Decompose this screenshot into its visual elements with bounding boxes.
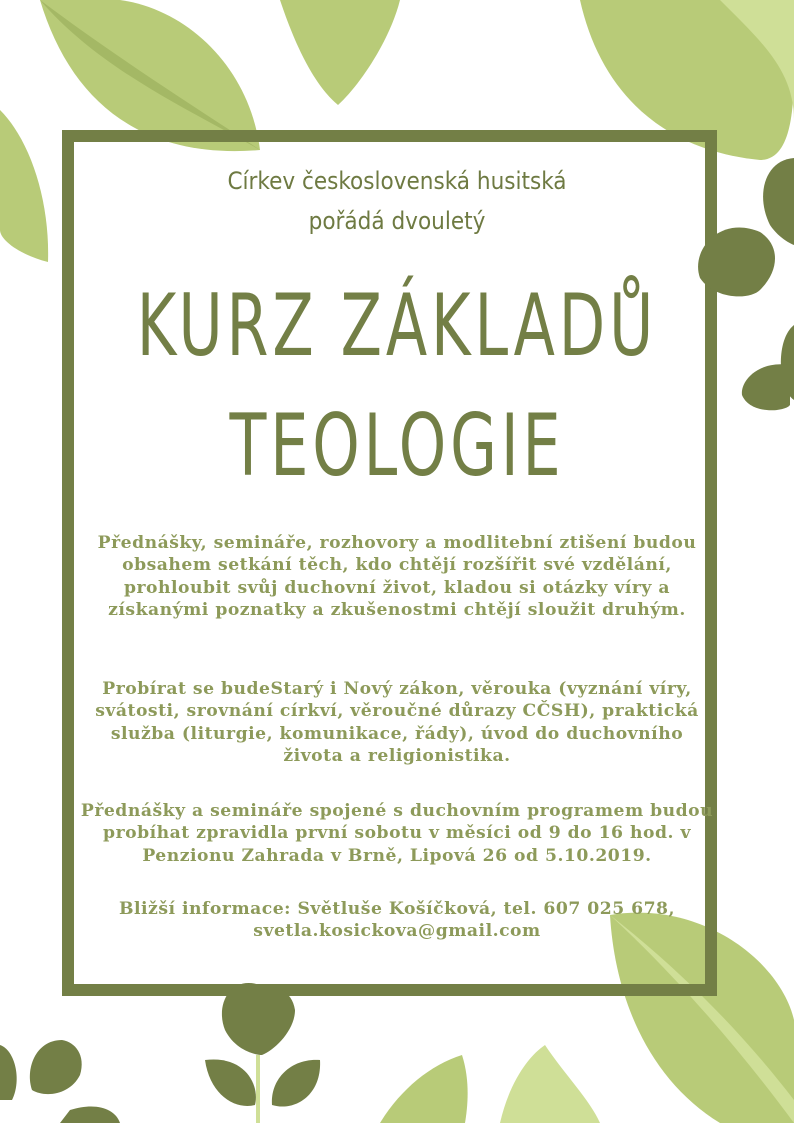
title-line-2: TEOLOGIE [229,396,565,496]
leaf-icon [60,1106,120,1123]
leaf-icon [0,1045,17,1100]
description-paragraph-1: Přednášky, semináře, rozhovory a modlitební ztišení budou obsahem setkání těch, kdo chtějí rozšířit své vzdělání, prohloubit svůj duchovní život, kladou si otázky víry a získanými poznatky a zkušenostmi chtějí sloužit druhým. [97,533,697,621]
leaf-icon [272,1060,320,1107]
description-paragraph-2: Probírat se budeStarý i Nový zákon, věrouka (vyznání víry, svátosti, srovnání církví, věroučné důrazy CČSH), praktická služba (liturgie, komunikace, řády), úvod do duchovního života a religionistika. [95,679,699,767]
leaf-icon [30,1040,82,1094]
leaf-icon [205,1059,256,1105]
leaf-icon [222,983,295,1055]
contact-line-1: Bližší informace: Světluše Košíčková, tel. 607 025 678, [118,899,676,919]
title-line-1: KURZ ZÁKLADŮ [136,276,658,376]
contact-info [80,898,714,943]
organizer-line-2: pořádá dvouletý [308,207,486,235]
leaf-icon [742,364,790,410]
organizer-line-1: Církev československá husitská [227,167,567,195]
description-paragraph-3: Přednášky a semináře spojené s duchovním programem budou probíhat zpravidla první sobotu v měsíci od 9 do 16 hod. v Penzionu Zahrada v Brně, Lipová 26 od 5.10.2019. [80,801,714,866]
contact-email: svetla.kosickova@gmail.com [253,921,541,942]
